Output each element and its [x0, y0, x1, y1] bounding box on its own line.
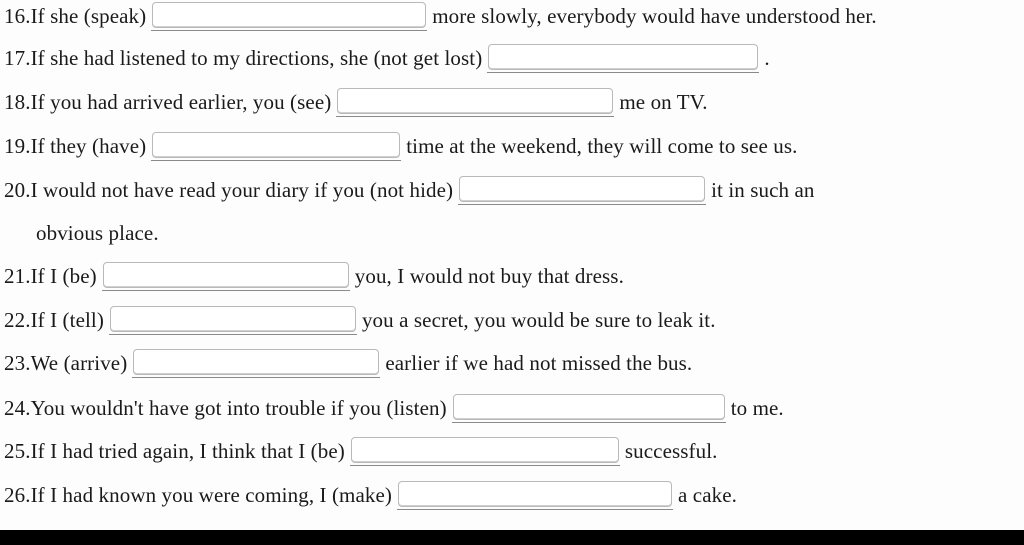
item-number: 26.: [4, 482, 31, 507]
answer-field-22[interactable]: [110, 306, 356, 332]
answer-field-23[interactable]: [133, 349, 379, 375]
exercise-26: [4, 479, 737, 511]
exercise-18: [4, 86, 708, 118]
item-number: 16.: [4, 3, 31, 28]
sentence-end: it in such an: [711, 177, 815, 202]
sentence-start: If she (speak): [30, 3, 147, 28]
sentence-start: If I had tried again, I think that I (be): [30, 438, 345, 463]
item-number: 24.: [4, 395, 31, 420]
sentence-end: a cake.: [678, 482, 738, 507]
sentence-start: If I had known you were coming, I (make): [30, 482, 393, 507]
exercise-19: [4, 130, 797, 162]
exercise-20: [4, 174, 815, 206]
item-number: 18.: [4, 89, 31, 114]
sentence-start: If she had listened to my directions, she (not get lost): [30, 45, 483, 70]
sentence-end: you a secret, you would be sure to leak it.: [361, 307, 716, 332]
answer-field-26[interactable]: [398, 481, 672, 507]
answer-field-20[interactable]: [459, 176, 705, 202]
answer-field-17[interactable]: [488, 44, 758, 70]
answer-field-24[interactable]: [453, 394, 725, 420]
sentence-end: earlier if we had not missed the bus.: [385, 350, 693, 375]
sentence-end: me on TV.: [619, 89, 708, 114]
item-number: 17.: [4, 45, 31, 70]
sentence-start: We (arrive): [30, 350, 128, 375]
answer-field-18[interactable]: [337, 88, 613, 114]
sentence-end: successful.: [624, 438, 718, 463]
item-number: 20.: [4, 177, 31, 202]
exercise-20-continuation: [36, 217, 159, 249]
sentence-continuation: obvious place.: [36, 220, 159, 245]
exercise-16: [4, 0, 877, 32]
sentence-start: If I (tell): [30, 307, 104, 332]
exercise-17: [4, 42, 770, 74]
answer-field-19[interactable]: [152, 132, 400, 158]
sentence-start: You wouldn't have got into trouble if you (listen): [30, 395, 447, 420]
sentence-end: more slowly, everybody would have understood her.: [432, 3, 877, 28]
exercise-24: [4, 392, 784, 424]
sentence-end: time at the weekend, they will come to see us.: [406, 133, 798, 158]
answer-field-21[interactable]: [103, 262, 349, 288]
item-number: 21.: [4, 263, 31, 288]
item-number: 23.: [4, 350, 31, 375]
exercise-25: [4, 435, 718, 467]
sentence-end: .: [764, 45, 770, 70]
sentence-start: If you had arrived earlier, you (see): [30, 89, 332, 114]
exercise-23: [4, 347, 692, 379]
sentence-start: I would not have read your diary if you (not hide): [30, 177, 454, 202]
answer-field-16[interactable]: [152, 2, 426, 28]
bottom-edge-bar: [0, 530, 1024, 545]
sentence-start: If I (be): [30, 263, 97, 288]
sentence-end: you, I would not buy that dress.: [354, 263, 624, 288]
exercise-21: [4, 260, 624, 292]
item-number: 25.: [4, 438, 31, 463]
item-number: 22.: [4, 307, 31, 332]
answer-field-25[interactable]: [351, 437, 619, 463]
sentence-start: If they (have): [30, 133, 147, 158]
exercise-22: [4, 304, 716, 336]
sentence-end: to me.: [730, 395, 784, 420]
item-number: 19.: [4, 133, 31, 158]
